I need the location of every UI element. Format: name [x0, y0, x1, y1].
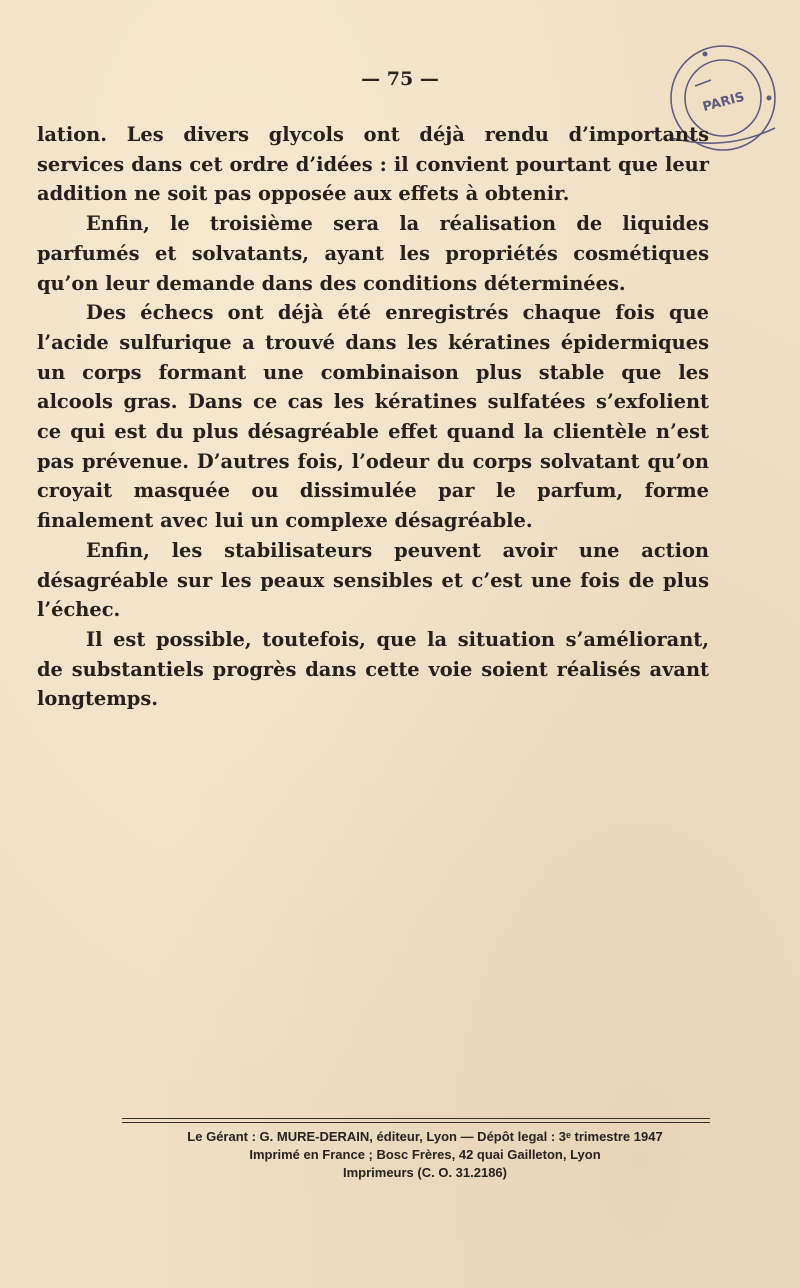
- paragraph: Des échecs ont déjà été enregistrés chaque fois que l’acide sulfurique a trouvé dans les kératines épidermiques un corps formant une combinaison plus stable que les alcools gras. Dans ce cas les kératines sulfatées s’exfolient ce qui est du plus désagréable effet quand la clientèle n’est pas prévenue. D’autres fois, l’odeur du corps solvatant qu’on croyait masquée ou dissimulée par le parfum, forme finalement avec lui un complexe désagréable.: [37, 301, 709, 533]
- footer-rule: [122, 1122, 710, 1123]
- colophon-line: Imprimé en France ; Bosc Frères, 42 quai Gailleton, Lyon: [249, 1147, 601, 1162]
- body-text: [37, 120, 709, 714]
- paragraph: Enfin, le troisième sera la réalisation de liquides parfumés et solvatants, ayant les propriétés cosmétiques qu’on leur demande dans des conditions déterminées.: [37, 212, 709, 295]
- paragraph: Il est possible, toutefois, que la situation s’améliorant, de substantiels progrès dans cette voie soient réalisés avant longtemps.: [37, 627, 709, 711]
- colophon-line: Le Gérant : G. MURE-DERAIN, éditeur, Lyon — Dépôt legal : 3ᵉ trimestre 1947: [187, 1129, 663, 1144]
- colophon-line: Imprimeurs (C. O. 31.2186): [342, 1165, 507, 1180]
- page-number: — 75 —: [361, 68, 439, 90]
- colophon: [60, 1128, 790, 1182]
- paragraph: lation. Les divers glycols ont déjà rendu d’importants services dans cet ordre d’idées : il convient pourtant que leur addition ne soit pas opposée aux effets à obtenir.: [37, 123, 709, 206]
- stamp-text: PARIS: [701, 89, 747, 116]
- footer-rule: [122, 1118, 710, 1119]
- paragraph: Enfin, les stabilisateurs peuvent avoir une action désagréable sur les peaux sensibles et c’est une fois de plus l’échec.: [37, 538, 709, 622]
